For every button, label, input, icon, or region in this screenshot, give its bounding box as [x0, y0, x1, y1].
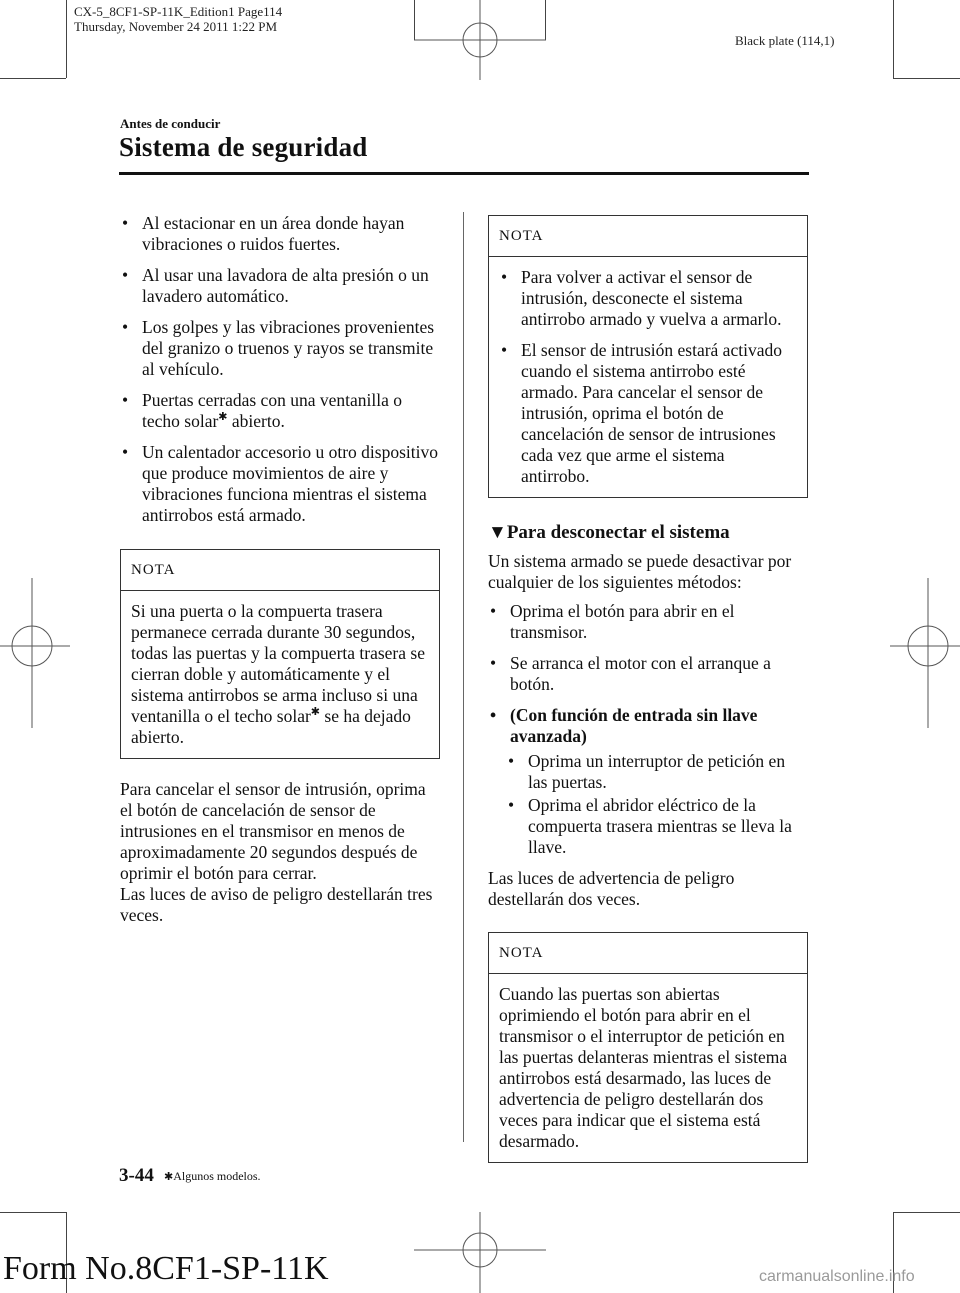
list-item	[120, 317, 440, 380]
column-divider	[463, 212, 464, 1142]
print-file-line-2: Thursday, November 24 2011 1:22 PM	[74, 19, 278, 34]
sub-list-item	[496, 751, 808, 793]
section-heading	[488, 522, 808, 543]
bullet-icon: •	[122, 390, 129, 410]
star-icon: ✱	[164, 1171, 174, 1183]
bullet-icon: •	[122, 317, 129, 337]
note-text-end: se ha dejado abierto.	[131, 706, 411, 747]
plate-label: Black plate (114,1)	[735, 33, 835, 48]
bullet-icon: •	[490, 705, 497, 725]
bullet-icon: •	[490, 653, 497, 673]
sub-list-item	[496, 795, 808, 858]
crop-mark-top-left-v	[66, 0, 67, 78]
list-item-text: Puertas cerradas con una ventanilla o techo solar	[142, 390, 402, 431]
right-column	[488, 215, 808, 1163]
list-item	[120, 390, 440, 432]
list-item	[120, 265, 440, 307]
list-item-text: Al estacionar en un área donde hayan vibraciones o ruidos fuertes.	[142, 213, 405, 254]
note-box	[488, 215, 808, 498]
page-number: 3-44	[119, 1165, 154, 1186]
list-item-text: Un calentador accesorio u otro dispositivo que produce movimientos de aire y vibraciones funciona mientras el sistema antirrobos está armado.	[142, 442, 438, 525]
list-item-text: El sensor de intrusión estará activado cuando el sistema antirrobo esté armado. Para cancelar el sensor de intrusión, oprima el botón de cancelación de sensor de intrusiones cada vez que arme el sistema antirrobo.	[521, 340, 782, 486]
list-item	[499, 340, 797, 487]
paragraph-hazard-lights: Las luces de aviso de peligro destellarán tres veces.	[120, 884, 433, 925]
crop-mark-bottom-right-h	[893, 1212, 960, 1213]
list-item	[488, 705, 808, 747]
note-title: NOTA	[489, 933, 807, 974]
triangle-icon: ▼	[488, 522, 507, 543]
sub-bullet-icon: •	[508, 795, 515, 815]
registration-mark-left-icon	[0, 578, 70, 728]
bullet-icon: •	[122, 265, 129, 285]
list-item-text: Oprima el botón para abrir en el transmisor.	[510, 601, 735, 642]
star-icon: ✱	[310, 706, 321, 719]
print-file-line-1: CX-5_8CF1-SP-11K_Edition1 Page114	[74, 4, 283, 19]
list-item-text: (Con función de entrada sin llave avanzada)	[510, 705, 758, 746]
list-item	[488, 653, 808, 695]
list-item-text: Se arranca el motor con el arranque a botón.	[510, 653, 771, 694]
left-column	[120, 213, 440, 926]
sub-list-item-text: Oprima el abridor eléctrico de la compuerta trasera mientras se lleva la llave.	[528, 795, 792, 857]
list-item-text: Al usar una lavadora de alta presión o un lavadero automático.	[142, 265, 429, 306]
registration-mark-bottom-icon	[414, 1212, 546, 1293]
bullet-icon: •	[122, 213, 129, 233]
crop-mark-bottom-left-h	[0, 1212, 66, 1213]
note-body	[489, 257, 807, 497]
list-item-text-end: abierto.	[227, 411, 285, 431]
paragraph-cancel-sensor: Para cancelar el sensor de intrusión, oprima el botón de cancelación de sensor de intrusiones en el transmisor en menos de aproximadamente 20 segundos después de oprimir el botón para cerrar.	[120, 779, 426, 883]
note-box	[488, 932, 808, 1163]
list-item-text: Los golpes y las vibraciones provenientes del granizo o truenos y rayos se transmite al vehículo.	[142, 317, 435, 379]
crop-mark-top-left-h	[0, 78, 66, 79]
bullet-icon: •	[122, 442, 129, 462]
sub-list-item-text: Oprima un interruptor de petición en las puertas.	[528, 751, 786, 792]
footnote	[164, 1169, 261, 1184]
bullet-icon: •	[501, 267, 508, 287]
watermark: carmanualsonline.info	[759, 1268, 915, 1285]
list-item	[120, 213, 440, 255]
paragraph-closing: Las luces de advertencia de peligro destellarán dos veces.	[488, 868, 735, 909]
list-item	[488, 601, 808, 643]
print-file-info	[74, 4, 282, 34]
footnote-text: Algunos modelos.	[173, 1169, 261, 1183]
note-title: NOTA	[121, 550, 439, 591]
registration-mark-top-icon	[414, 0, 546, 80]
star-icon: ✱	[218, 411, 228, 424]
registration-mark-right-icon	[890, 578, 960, 728]
page-title: Sistema de seguridad	[119, 132, 368, 162]
section-heading-text: Para desconectar el sistema	[506, 522, 730, 543]
list-item-text: Para volver a activar el sensor de intrusión, desconecte el sistema antirrobo armado y vuelva a armarlo.	[521, 267, 782, 329]
form-number: Form No.8CF1-SP-11K	[3, 1250, 329, 1287]
paragraph-intro: Un sistema armado se puede desactivar por cualquier de los siguientes métodos:	[488, 551, 792, 592]
title-rule	[119, 172, 809, 175]
list-item	[499, 267, 797, 330]
note-body	[121, 591, 439, 758]
list-item	[120, 442, 440, 526]
sub-bullet-icon: •	[508, 751, 515, 771]
note-text: Si una puerta o la compuerta trasera permanece cerrada durante 30 segundos, todas las puertas y la compuerta trasera se cierran doble y automáticamente y el sistema antirrobos se arma incluso si una ventanilla o el techo solar	[131, 601, 425, 726]
crop-mark-top-right-v	[893, 0, 894, 78]
note-body: Cuando las puertas son abiertas oprimiendo el botón para abrir en el transmisor o el interruptor de petición en las puertas delanteras mientras el sistema antirrobos está desarmado, las luces de advertencia de peligro destellarán dos veces para indicar que el sistema está desarmado.	[499, 984, 788, 1151]
bullet-icon: •	[490, 601, 497, 621]
note-title: NOTA	[489, 216, 807, 257]
note-box	[120, 549, 440, 759]
section-label: Antes de conducir	[120, 116, 221, 131]
bullet-icon: •	[501, 340, 508, 360]
crop-mark-top-right-h	[893, 78, 960, 79]
